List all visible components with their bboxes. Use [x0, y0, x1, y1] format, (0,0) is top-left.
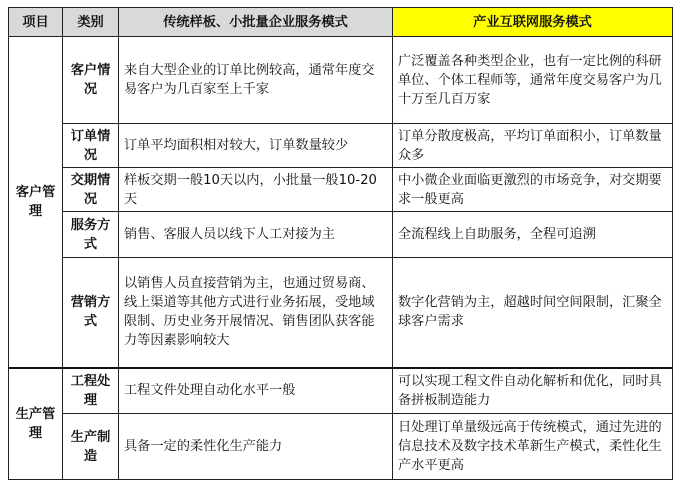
table-row: [9, 37, 673, 124]
group-customer-management: 客户管理: [9, 37, 63, 368]
traditional-cell: 销售、客服人员以线下人工对接为主: [119, 212, 393, 258]
table-row: [9, 168, 673, 212]
internet-cell: 订单分散度极高，平均订单面积小，订单数量众多: [393, 124, 673, 168]
category-cell: 营销方式: [63, 258, 119, 368]
comparison-table-wrapper: [8, 7, 673, 480]
traditional-cell: 样板交期一般10天以内，小批量一般10-20天: [119, 168, 393, 212]
table-row: [9, 258, 673, 368]
comparison-table: [8, 7, 673, 480]
internet-cell: 可以实现工程文件自动化解析和优化，同时具备拼板制造能力: [393, 368, 673, 414]
group-production-management: 生产管理: [9, 368, 63, 480]
traditional-cell: 工程文件处理自动化水平一般: [119, 368, 393, 414]
traditional-cell: 具备一定的柔性化生产能力: [119, 414, 393, 480]
category-cell: 工程处理: [63, 368, 119, 414]
header-row: [9, 8, 673, 37]
header-traditional: 传统样板、小批量企业服务模式: [119, 8, 393, 37]
internet-cell: 数字化营销为主，超越时间空间限制，汇聚全球客户需求: [393, 258, 673, 368]
traditional-cell: 以销售人员直接营销为主，也通过贸易商、线上渠道等其他方式进行业务拓展，受地域限制、历史业务开展情况、销售团队获客能力等因素影响较大: [119, 258, 393, 368]
header-internet: 产业互联网服务模式: [393, 8, 673, 37]
table-row: [9, 212, 673, 258]
internet-cell: 广泛覆盖各种类型企业，也有一定比例的科研单位、个体工程师等，通常年度交易客户为几十万至几百万家: [393, 37, 673, 124]
category-cell: 生产制造: [63, 414, 119, 480]
internet-cell: 日处理订单量级远高于传统模式，通过先进的信息技术及数字技术革新生产模式，柔性化生产水平更高: [393, 414, 673, 480]
internet-cell: 全流程线上自助服务，全程可追溯: [393, 212, 673, 258]
category-cell: 订单情况: [63, 124, 119, 168]
category-cell: 服务方式: [63, 212, 119, 258]
header-category: 类别: [63, 8, 119, 37]
internet-cell: 中小微企业面临更激烈的市场竞争，对交期要求一般更高: [393, 168, 673, 212]
traditional-cell: 来自大型企业的订单比例较高，通常年度交易客户为几百家至上千家: [119, 37, 393, 124]
header-project: 项目: [9, 8, 63, 37]
traditional-cell: 订单平均面积相对较大，订单数量较少: [119, 124, 393, 168]
category-cell: 交期情况: [63, 168, 119, 212]
table-row: [9, 414, 673, 480]
table-row: [9, 124, 673, 168]
table-row: [9, 368, 673, 414]
category-cell: 客户情况: [63, 37, 119, 124]
